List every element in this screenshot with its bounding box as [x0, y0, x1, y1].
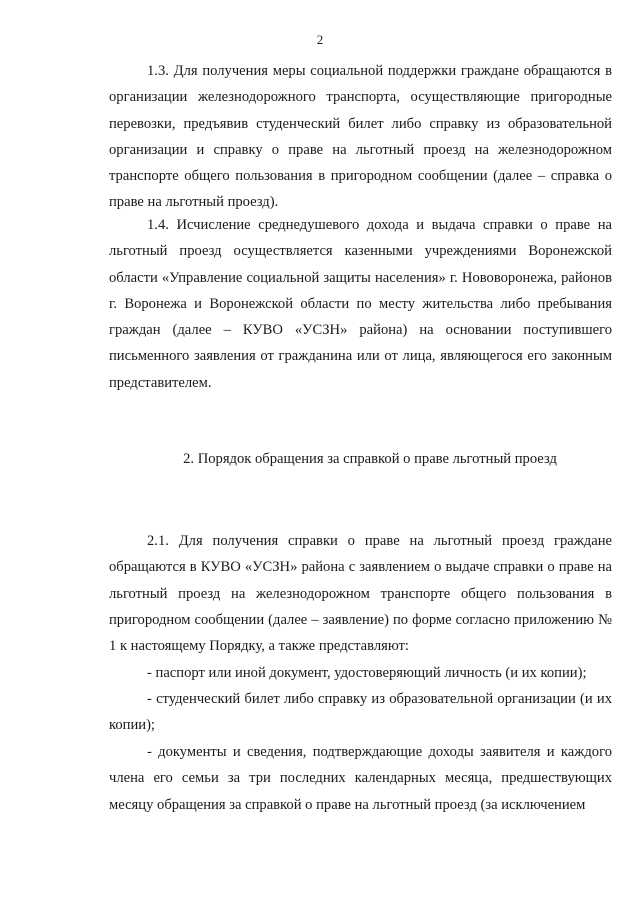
section-heading: 2. Порядок обращения за справкой о праве льготный проезд: [183, 451, 557, 467]
list-item-income-documents: - документы и сведения, подтверждающие доходы заявителя и каждого члена его семьи за три последних календарных месяца, предшествующих месяцу обращения за справкой о праве на льготный проезд (за исключением: [109, 744, 612, 813]
page-number: 2: [316, 32, 324, 47]
list-item-student-card: - студенческий билет либо справку из образовательной организации (и их копии);: [109, 691, 612, 734]
paragraph-1-3: 1.3. Для получения меры социальной поддержки граждане обращаются в организации железнодорожного транспорта, осуществляющие пригородные перевозки, предъявив студенческий билет либо справку из образовательной организации и справку о праве на льготный проезд на железнодорожном транспорте общего пользования в пригородном сообщении (далее – справка о праве на льготный проезд).: [109, 63, 612, 211]
paragraph-1-4: 1.4. Исчисление среднедушевого дохода и выдача справки о праве на льготный проезд осуществляется казенными учреждениями Воронежской области «Управление социальной защиты населения» г. Нововоронежа, районов г. Воронежа и Воронежской области по месту жительства либо пребывания граждан (далее – КУВО «УСЗН» района) на основании поступившего письменного заявления от гражданина или от лица, являющегося его законным представителем.: [109, 217, 612, 391]
list-item-passport: - паспорт или иной документ, удостоверяющий личность (и их копии);: [147, 665, 587, 681]
paragraph-2-1: 2.1. Для получения справки о праве на льготный проезд граждане обращаются в КУВО «УСЗН» района с заявлением о выдаче справки о праве на льготный проезд на железнодорожном транспорте общего пользования в пригородном сообщении (далее – заявление) по форме согласно приложению № 1 к настоящему Порядку, а также представляют:: [109, 533, 612, 655]
